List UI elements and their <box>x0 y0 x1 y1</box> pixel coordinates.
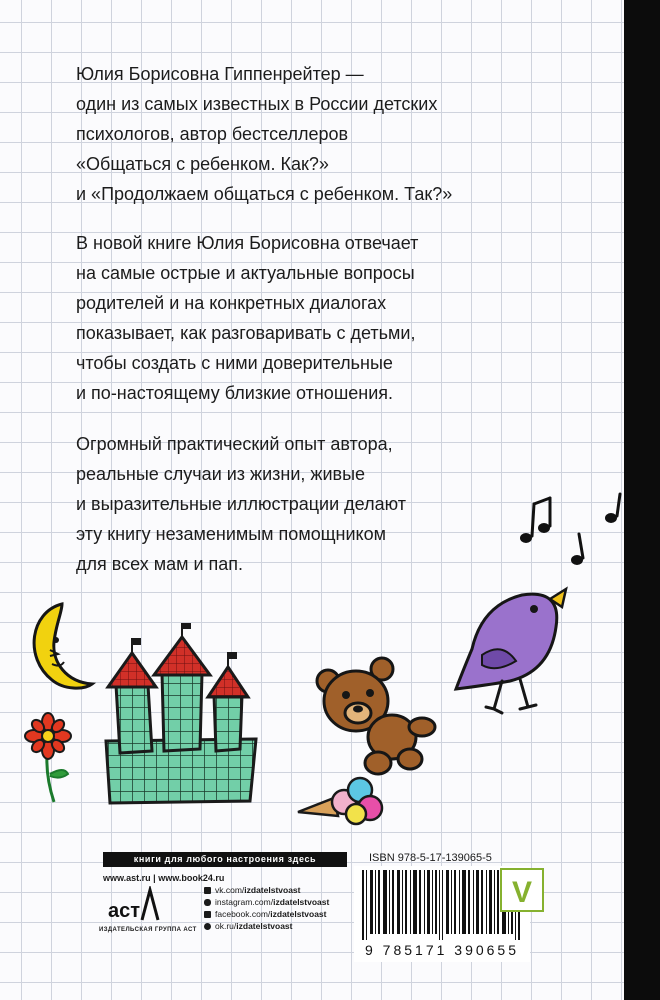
author-intro <box>76 59 546 209</box>
publisher-websites[interactable]: www.ast.ru | www.book24.ru <box>103 873 225 883</box>
text-line: реальные случаи из жизни, живые <box>76 464 366 484</box>
castle-icon <box>96 623 266 808</box>
bird-icon <box>452 585 577 720</box>
ok-icon <box>204 923 211 930</box>
facebook-icon <box>204 911 211 918</box>
text-line: «Общаться с ребенком. Как?» <box>76 154 329 174</box>
text-line: и по-настоящему близкие отношения. <box>76 383 394 403</box>
teddy-bear-icon <box>312 655 442 780</box>
barcode-digits: 9 785171 390655 <box>365 942 519 958</box>
publisher-v-logo <box>500 868 544 912</box>
text-line: показывает, как разговаривать с детьми, <box>76 323 416 343</box>
text-line: эту книгу незаменимым помощником <box>76 524 386 544</box>
social-prefix: vk.com/ <box>215 885 245 895</box>
text-line: чтобы создать с ними доверительные <box>76 353 393 373</box>
social-handle: izdatelstvoast <box>244 885 301 895</box>
social-handle: izdatelstvoast <box>273 897 330 907</box>
text-line: психологов, автор бестселлеров <box>76 124 349 144</box>
publisher-name: ИЗДАТЕЛЬСКАЯ ГРУППА АСТ <box>99 927 197 933</box>
social-link-vk[interactable] <box>204 884 329 896</box>
book-description <box>76 228 546 408</box>
tagline-bar: книги для любого настроения здесь <box>103 852 347 867</box>
vk-icon <box>204 887 211 894</box>
book-praise <box>76 429 546 579</box>
text-line: родителей и на конкретных диалогах <box>76 293 387 313</box>
text-line: один из самых известных в России детских <box>76 94 438 114</box>
barcode-icon <box>362 870 522 940</box>
text-line: для всех мам и пап. <box>76 554 244 574</box>
text-line: В новой книге Юлия Борисовна отвечает <box>76 233 419 253</box>
social-prefix: facebook.com/ <box>215 909 271 919</box>
social-link-facebook[interactable] <box>204 908 329 920</box>
social-link-instagram[interactable] <box>204 896 329 908</box>
spine-edge <box>624 0 660 1000</box>
text-line: и выразительные иллюстрации делают <box>76 494 406 514</box>
social-handle: izdatelstvoast <box>270 909 327 919</box>
logo-text: аст <box>108 900 141 922</box>
brand-mark-text: V <box>511 876 533 909</box>
flower-icon <box>24 712 74 804</box>
ast-logo <box>106 886 164 924</box>
moon-icon <box>22 598 97 693</box>
social-prefix: instagram.com/ <box>215 897 274 907</box>
text-line: и «Продолжаем общаться с ребенком. Так?» <box>76 184 453 204</box>
social-links <box>204 884 329 932</box>
social-prefix: ok.ru/ <box>215 921 237 931</box>
social-link-ok[interactable] <box>204 920 329 932</box>
text-line: на самые острые и актуальные вопросы <box>76 263 415 283</box>
social-handle: izdatelstvoast <box>236 921 293 931</box>
music-notes-icon <box>515 488 624 570</box>
ice-cream-icon <box>294 768 389 828</box>
instagram-icon <box>204 899 211 906</box>
isbn-label: ISBN 978-5-17-139065-5 <box>369 852 492 864</box>
text-line: Огромный практический опыт автора, <box>76 434 393 454</box>
text-line: Юлия Борисовна Гиппенрейтер — <box>76 64 364 84</box>
